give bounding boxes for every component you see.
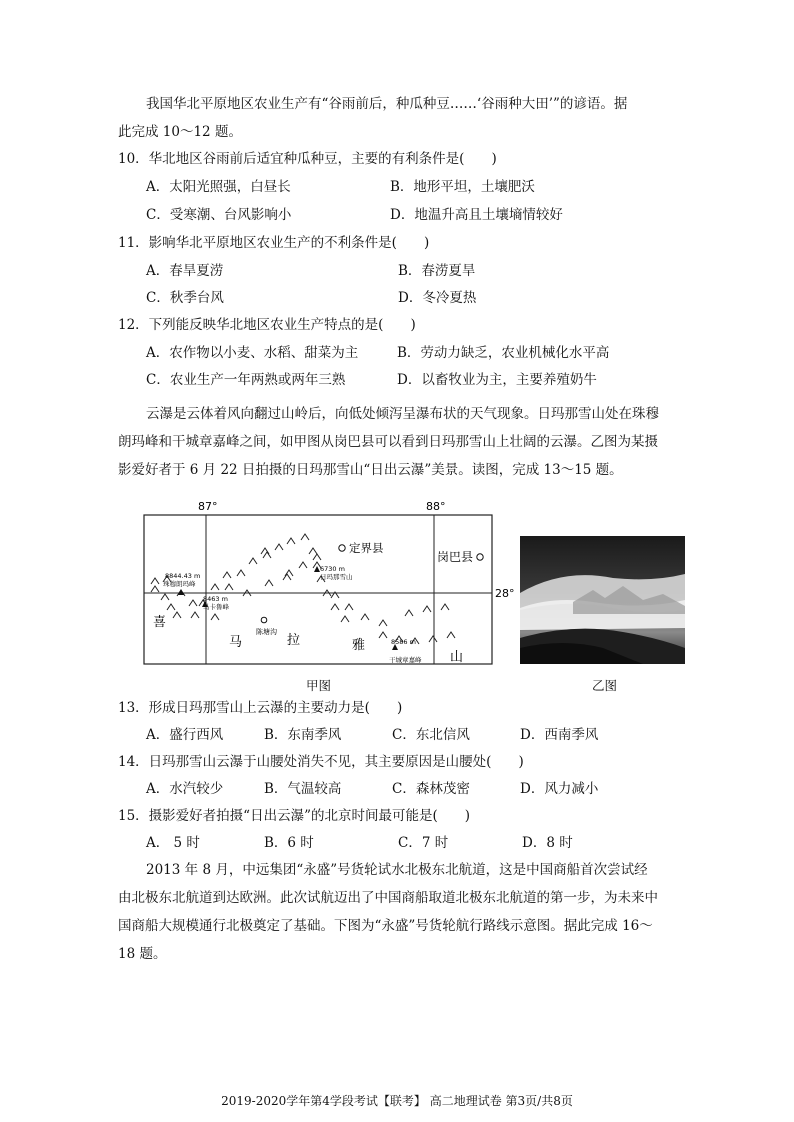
intro-3-line-2: 由北极东北航道到达欧洲。此次试航迈出了中国商船取道北极东北航道的第一步，为未来中 bbox=[118, 890, 658, 906]
q15-option-d: D．8 时 bbox=[522, 835, 573, 851]
rima-elevation: 6730 m bbox=[320, 565, 345, 573]
q13-option-c: C．东北信风 bbox=[392, 727, 470, 743]
intro-2-line-2: 朗玛峰和干城章嘉峰之间，如甲图从岗巴县可以看到日玛那雪山上壮阔的云瀑。乙图为某摄 bbox=[118, 434, 658, 450]
q14-option-d: D．风力减小 bbox=[520, 781, 599, 797]
q11-option-c: C．秋季台风 bbox=[146, 290, 224, 306]
intro-3-line-1: 2013 年 8 月，中远集团“永盛”号货轮试水北极东北航道，这是中国商船首次尝试经 bbox=[146, 862, 648, 878]
q13-option-d: D．西南季风 bbox=[520, 727, 599, 743]
q13-option-b: B．东南季风 bbox=[264, 727, 342, 743]
chentang-label: 陈塘沟 bbox=[256, 628, 277, 636]
kangchenjunga-name: 干城章嘉峰 bbox=[389, 656, 422, 664]
range-char-4: 雅 bbox=[352, 638, 366, 653]
makalu-name: 马卡鲁峰 bbox=[203, 603, 229, 611]
q14-option-c: C．森林茂密 bbox=[392, 781, 470, 797]
caption-yi: 乙图 bbox=[592, 678, 618, 693]
q12-option-b: B．劳动力缺乏，农业机械化水平高 bbox=[397, 345, 610, 361]
question-14-stem: 14．日玛那雪山云瀑于山腰处消失不见，其主要原因是山腰处( ) bbox=[118, 754, 524, 770]
q12-option-d: D．以畜牧业为主，主要养殖奶牛 bbox=[397, 372, 597, 388]
question-11-stem: 11．影响华北平原地区农业生产的不利条件是( ) bbox=[118, 235, 430, 251]
label-lon-87: 87° bbox=[198, 500, 218, 513]
q11-option-b: B．春涝夏旱 bbox=[398, 263, 476, 279]
q14-option-a: A．水汽较少 bbox=[146, 781, 224, 797]
sunrise-cloud-waterfall-photo bbox=[520, 536, 685, 664]
caption-jia: 甲图 bbox=[306, 678, 332, 693]
question-10-stem: 10．华北地区谷雨前后适宜种瓜种豆，主要的有利条件是( ) bbox=[118, 151, 497, 167]
intro-2-line-1: 云瀑是云体着风向翻过山岭后，向低处倾泻呈瀑布状的天气现象。日玛那雪山处在珠穆 bbox=[146, 406, 659, 422]
intro-3-line-3: 国商船大规模通行北极奠定了基础。下图为“永盛”号货轮航行路线示意图。据此完成 16～ bbox=[118, 918, 653, 934]
q10-option-d: D．地温升高且土壤墒情较好 bbox=[390, 207, 563, 223]
intro-1-line-1: 我国华北平原地区农业生产有“谷雨前后，种瓜种豆……‘谷雨种大田’”的谚语。据 bbox=[146, 96, 628, 112]
q11-option-a: A．春旱夏涝 bbox=[146, 263, 224, 279]
q15-option-a: A． 5 时 bbox=[146, 835, 200, 851]
q11-option-d: D．冬冷夏热 bbox=[398, 290, 477, 306]
question-12-stem: 12．下列能反映华北地区农业生产特点的是( ) bbox=[118, 317, 416, 333]
dingjie-town-icon bbox=[339, 545, 345, 551]
page-footer: 2019-2020学年第4学段考试【联考】 高二地理试卷 第3页/共8页 bbox=[221, 1094, 573, 1108]
gangba-label: 岗巴县 bbox=[437, 550, 474, 564]
rima-name: 日玛那雪山 bbox=[320, 573, 353, 581]
label-lat-28: 28° bbox=[495, 587, 515, 600]
q12-option-c: C．农业生产一年两熟或两年三熟 bbox=[146, 372, 346, 388]
question-13-stem: 13．形成日玛那雪山上云瀑的主要动力是( ) bbox=[118, 700, 403, 716]
kangchenjunga-elevation: 8586 m bbox=[391, 638, 416, 646]
intro-2-line-3: 影爱好者于 6 月 22 日拍摄的日玛那雪山“日出云瀑”美景。读图，完成 13～15 题。 bbox=[118, 462, 623, 478]
q12-option-a: A．农作物以小麦、水稻、甜菜为主 bbox=[146, 345, 359, 361]
q10-option-c: C．受寒潮、台风影响小 bbox=[146, 207, 292, 223]
map-frame bbox=[144, 515, 492, 664]
intro-3-line-4: 18 题。 bbox=[118, 946, 167, 962]
figure-map-and-photo bbox=[143, 498, 688, 674]
everest-elevation: 8844.43 m bbox=[165, 572, 201, 580]
range-char-2: 马 bbox=[229, 635, 243, 650]
chentang-town-icon bbox=[261, 617, 267, 623]
q14-option-b: B．气温较高 bbox=[264, 781, 342, 797]
question-15-stem: 15．摄影爱好者拍摄“日出云瀑”的北京时间最可能是( ) bbox=[118, 808, 471, 824]
q15-option-b: B．6 时 bbox=[264, 835, 314, 851]
range-char-5: 山 bbox=[450, 650, 464, 665]
dingjie-label: 定界县 bbox=[349, 541, 384, 555]
range-char-1: 喜 bbox=[153, 615, 167, 630]
range-char-3: 拉 bbox=[287, 633, 301, 648]
q10-option-a: A．太阳光照强，白昼长 bbox=[146, 179, 291, 195]
intro-1-line-2: 此完成 10～12 题。 bbox=[118, 124, 242, 140]
everest-name: 珠穆朗玛峰 bbox=[163, 580, 196, 588]
gangba-town-icon bbox=[477, 554, 483, 560]
makalu-elevation: 8463 m bbox=[203, 595, 228, 603]
q15-option-c: C．7 时 bbox=[398, 835, 449, 851]
figure-svg bbox=[143, 498, 688, 670]
q10-option-b: B．地形平坦，土壤肥沃 bbox=[390, 179, 535, 195]
label-lon-88: 88° bbox=[426, 500, 446, 513]
q13-option-a: A．盛行西风 bbox=[146, 727, 224, 743]
